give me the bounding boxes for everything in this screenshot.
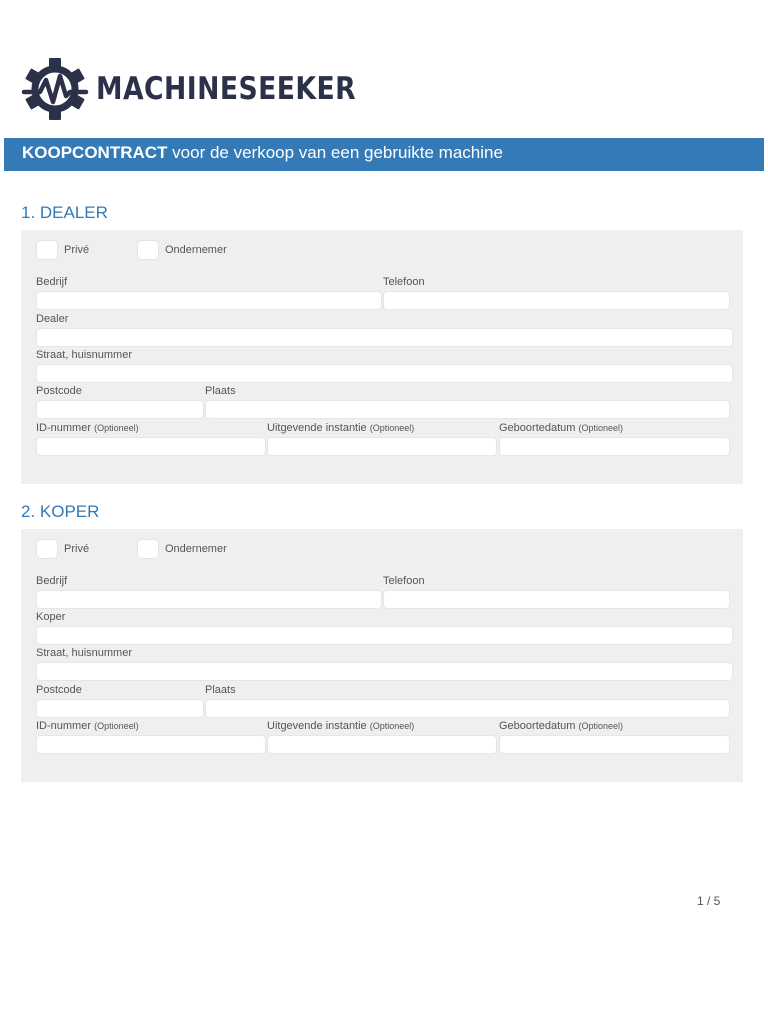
straat-label: Straat, huisnummer bbox=[36, 647, 132, 659]
ondernemer-option[interactable] bbox=[137, 240, 227, 260]
page-number: 1 / 5 bbox=[697, 894, 721, 908]
dealer-straat-input[interactable] bbox=[36, 364, 733, 383]
telefoon-label: Telefoon bbox=[383, 575, 425, 587]
ondernemer-checkbox[interactable] bbox=[137, 539, 159, 559]
bedrijf-label: Bedrijf bbox=[36, 276, 68, 288]
instantie-label: Uitgevende instantie (Optioneel) bbox=[267, 422, 415, 434]
plaats-label: Plaats bbox=[205, 684, 236, 696]
plaats-label: Plaats bbox=[205, 385, 236, 397]
koper-plaats-input[interactable] bbox=[205, 699, 730, 718]
koper-straat-input[interactable] bbox=[36, 662, 733, 681]
koper-bedrijf-input[interactable] bbox=[36, 590, 382, 609]
id-nummer-label: ID-nummer (Optioneel) bbox=[36, 720, 139, 732]
koper-instantie-input[interactable] bbox=[267, 735, 497, 754]
prive-option[interactable] bbox=[36, 240, 89, 260]
koper-form-panel bbox=[21, 529, 743, 782]
dealer-postcode-input[interactable] bbox=[36, 400, 204, 419]
prive-label: Privé bbox=[64, 244, 90, 256]
prive-checkbox[interactable] bbox=[36, 240, 58, 260]
koper-postcode-input[interactable] bbox=[36, 699, 204, 718]
machineseeker-logo bbox=[20, 56, 398, 122]
instantie-label: Uitgevende instantie (Optioneel) bbox=[267, 720, 415, 732]
straat-label: Straat, huisnummer bbox=[36, 349, 132, 361]
title-bold: KOOPCONTRACT bbox=[22, 143, 168, 162]
dealer-id-input[interactable] bbox=[36, 437, 266, 456]
section-heading-koper: 2. KOPER bbox=[21, 502, 100, 521]
geboortedatum-label: Geboortedatum (Optioneel) bbox=[499, 720, 624, 732]
dealer-name-label: Dealer bbox=[36, 313, 69, 325]
gear-logo-icon bbox=[20, 56, 90, 122]
dealer-telefoon-input[interactable] bbox=[383, 291, 730, 310]
title-rest: voor de verkoop van een gebruikte machine bbox=[167, 143, 503, 162]
ondernemer-checkbox[interactable] bbox=[137, 240, 159, 260]
ondernemer-label: Ondernemer bbox=[165, 543, 227, 555]
koper-name-input[interactable] bbox=[36, 626, 733, 645]
brand-name: MACHINESEEKER bbox=[96, 71, 357, 107]
dealer-bedrijf-input[interactable] bbox=[36, 291, 382, 310]
contract-title-bar bbox=[4, 138, 764, 171]
telefoon-label: Telefoon bbox=[383, 276, 425, 288]
bedrijf-label: Bedrijf bbox=[36, 575, 68, 587]
prive-option[interactable] bbox=[36, 539, 89, 559]
prive-checkbox[interactable] bbox=[36, 539, 58, 559]
dealer-name-input[interactable] bbox=[36, 328, 733, 347]
geboortedatum-label: Geboortedatum (Optioneel) bbox=[499, 422, 624, 434]
koper-geboortedatum-input[interactable] bbox=[499, 735, 730, 754]
id-nummer-label: ID-nummer (Optioneel) bbox=[36, 422, 139, 434]
ondernemer-label: Ondernemer bbox=[165, 244, 227, 256]
section-heading-dealer: 1. DEALER bbox=[21, 203, 108, 222]
prive-label: Privé bbox=[64, 543, 90, 555]
dealer-geboortedatum-input[interactable] bbox=[499, 437, 730, 456]
dealer-instantie-input[interactable] bbox=[267, 437, 497, 456]
koper-id-input[interactable] bbox=[36, 735, 266, 754]
koper-name-label: Koper bbox=[36, 611, 66, 623]
koper-telefoon-input[interactable] bbox=[383, 590, 730, 609]
ondernemer-option[interactable] bbox=[137, 539, 227, 559]
dealer-form-panel bbox=[21, 230, 743, 484]
postcode-label: Postcode bbox=[36, 684, 82, 696]
postcode-label: Postcode bbox=[36, 385, 82, 397]
dealer-plaats-input[interactable] bbox=[205, 400, 730, 419]
